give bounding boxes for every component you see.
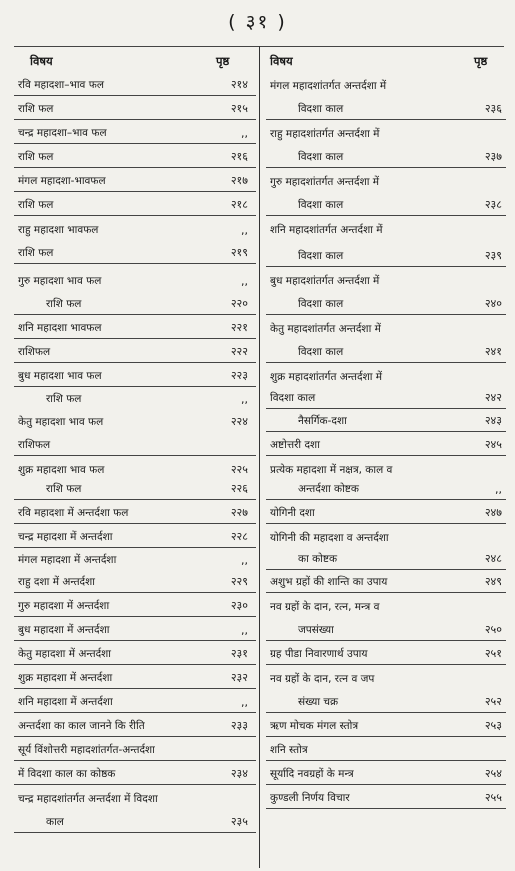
right-toc-row	[266, 144, 506, 168]
right-toc-row	[266, 500, 506, 524]
left-toc-row	[14, 809, 256, 833]
left-toc-row	[14, 570, 256, 593]
right-toc-row	[266, 570, 506, 593]
right-toc-row	[266, 387, 506, 409]
toc-topic: शुक्र महादशा भाव फल	[18, 464, 105, 476]
toc-topic: राहु महादशांतर्गत अन्तर्दशा में	[270, 128, 380, 140]
right-toc-row	[266, 524, 506, 548]
toc-page-number: ,,	[241, 127, 248, 140]
left-toc-row	[14, 548, 256, 570]
left-toc-row	[14, 120, 256, 144]
left-toc-row	[14, 339, 256, 363]
toc-topic: बुध महादशांतर्गत अन्तर्दशा में	[270, 275, 380, 287]
left-toc-row	[14, 689, 256, 713]
toc-topic: ग्रह पीडा निवारणार्थ उपाय	[270, 648, 368, 660]
toc-page-number: २३९	[484, 249, 502, 262]
toc-topic: विदशा काल	[298, 151, 344, 163]
right-toc-row	[266, 785, 506, 809]
toc-topic: शनि महादशा भावफल	[18, 322, 102, 334]
toc-page-number: २१८	[230, 198, 248, 211]
toc-topic: गुरु महादशांतर्गत अन्तर्दशा में	[270, 176, 380, 188]
toc-page-number: २१७	[230, 174, 248, 187]
left-subject-header: विषय	[30, 54, 53, 68]
toc-page-number: २२२	[230, 345, 248, 358]
toc-page-number: २२३	[230, 369, 248, 382]
right-toc-row	[266, 713, 506, 737]
right-toc-row	[266, 761, 506, 785]
toc-topic: शनि महादशा में अन्तर्दशा	[18, 696, 113, 708]
right-toc-row	[266, 120, 506, 144]
right-toc-row	[266, 267, 506, 291]
left-toc-row	[14, 72, 256, 96]
toc-topic: चन्द्र महादशा में अन्तर्दशा	[18, 531, 113, 543]
toc-page-number: २५२	[484, 695, 502, 708]
right-toc-row	[266, 548, 506, 570]
toc-page-number: २३२	[230, 671, 248, 684]
toc-topic: राशि फल	[18, 247, 54, 259]
toc-topic: का कोष्टक	[298, 553, 338, 565]
left-toc-row	[14, 409, 256, 432]
toc-topic: राशि फल	[46, 393, 82, 405]
toc-topic: राशि फल	[46, 483, 82, 495]
toc-page-number: २५५	[484, 791, 502, 804]
toc-page-number: ,,	[241, 275, 248, 288]
right-toc-row	[266, 480, 506, 500]
toc-topic: में विदशा काल का कोष्ठक	[18, 768, 116, 780]
toc-topic: राशि फल	[46, 298, 82, 310]
left-toc-row	[14, 192, 256, 216]
left-toc-row	[14, 480, 256, 500]
toc-page-number: २४९	[484, 575, 502, 588]
toc-topic: प्रत्येक महादशा में नक्षत्र, काल व	[270, 464, 393, 476]
toc-page-number: २२१	[230, 321, 248, 334]
left-toc-row	[14, 216, 256, 240]
toc-topic: अन्तर्दशा कोष्टक	[298, 483, 359, 495]
toc-topic: केतु महादशा भाव फल	[18, 416, 104, 428]
toc-topic: राशिफल	[18, 439, 51, 451]
left-toc-row	[14, 432, 256, 456]
right-subject-header: विषय	[270, 54, 293, 68]
toc-page-number: २४०	[484, 297, 502, 310]
left-toc-row	[14, 617, 256, 641]
right-toc-row	[266, 409, 506, 432]
toc-page-number: २२९	[230, 575, 248, 588]
left-toc-row	[14, 168, 256, 192]
toc-page-number: २१४	[230, 78, 248, 91]
left-toc-row	[14, 291, 256, 315]
left-toc-row	[14, 363, 256, 387]
toc-page-number: २३७	[484, 150, 502, 163]
toc-topic: विदशा काल	[298, 199, 344, 211]
right-toc-row	[266, 72, 506, 96]
toc-page-number: २४३	[484, 414, 502, 427]
toc-page-number: २४८	[484, 552, 502, 565]
toc-page-number: २४१	[484, 345, 502, 358]
toc-topic: जपसंख्या	[298, 624, 334, 636]
left-toc-row	[14, 785, 256, 809]
toc-topic: शनि स्तोत्र	[270, 744, 308, 756]
toc-topic: योगिनी की महादशा व अन्तर्दशा	[270, 532, 389, 544]
toc-topic: काल	[46, 816, 64, 828]
toc-page-number: २२७	[230, 506, 248, 519]
toc-topic: रवि महादशा में अन्तर्दशा फल	[18, 507, 129, 519]
toc-page-number: २३१	[230, 647, 248, 660]
right-toc-row	[266, 641, 506, 665]
toc-page-number: २२८	[230, 530, 248, 543]
toc-topic: शनि महादशांतर्गत अन्तर्दशा में	[270, 224, 383, 236]
toc-topic: रवि महादशा–भाव फल	[18, 79, 104, 91]
toc-topic: राहु दशा में अन्तर्दशा	[18, 576, 95, 588]
right-toc-row	[266, 432, 506, 456]
toc-page-number: २४५	[484, 438, 502, 451]
left-toc-row	[14, 713, 256, 737]
toc-topic: अशुभ ग्रहों की शान्ति का उपाय	[270, 576, 388, 588]
toc-topic: नव ग्रहों के दान, रत्न व जप	[270, 673, 375, 685]
toc-page-number: २५१	[484, 647, 502, 660]
left-toc-row	[14, 240, 256, 264]
toc-page-number: २३३	[230, 719, 248, 732]
toc-topic: विदशा काल	[298, 103, 344, 115]
right-toc-row	[266, 689, 506, 713]
right-toc-row	[266, 291, 506, 315]
toc-topic: राशिफल	[18, 346, 51, 358]
toc-topic: विदशा काल	[270, 392, 316, 404]
right-page-header: पृष्ठ	[474, 54, 488, 68]
right-toc-row	[266, 96, 506, 120]
toc-topic: गुरु महादशा में अन्तर्दशा	[18, 600, 110, 612]
column-separator	[259, 46, 260, 868]
left-toc-row	[14, 761, 256, 785]
toc-topic: सूर्यादि नवग्रहों के मन्त्र	[270, 768, 354, 780]
toc-page-number: ,,	[495, 483, 502, 496]
right-toc-row	[266, 456, 506, 480]
left-toc-row	[14, 264, 256, 291]
left-toc-row	[14, 500, 256, 524]
toc-topic: अन्तर्दशा का काल जानने कि रीति	[18, 720, 145, 732]
toc-page-number: ,,	[241, 624, 248, 637]
toc-page-number: २२५	[230, 463, 248, 476]
toc-topic: सूर्य विंशोत्तरी महादशांतर्गत-अन्तर्दशा	[18, 744, 155, 756]
toc-page-number: २१५	[230, 102, 248, 115]
right-toc-row	[266, 665, 506, 689]
left-toc-row	[14, 387, 256, 409]
toc-page-number: ,,	[241, 224, 248, 237]
toc-topic: राहु महादशा भावफल	[18, 224, 99, 236]
toc-page-number: ,,	[241, 696, 248, 709]
page-number: ( ३१ )	[228, 11, 287, 33]
toc-topic: गुरु महादशा भाव फल	[18, 275, 102, 287]
right-toc-row	[266, 617, 506, 641]
toc-page-number: २५०	[484, 623, 502, 636]
toc-topic: केतु महादशा में अन्तर्दशा	[18, 648, 112, 660]
toc-page-number: २१९	[230, 246, 248, 259]
left-toc-row	[14, 737, 256, 761]
toc-topic: मंगल महादशा में अन्तर्दशा	[18, 554, 117, 566]
left-page-header: पृष्ठ	[216, 54, 230, 68]
toc-page-number: २३५	[230, 815, 248, 828]
right-toc-row	[266, 216, 506, 240]
toc-page-number: २३४	[230, 767, 248, 780]
left-toc-row	[14, 456, 256, 480]
toc-topic: अष्टोत्तरी दशा	[270, 439, 320, 451]
right-toc-row	[266, 363, 506, 387]
toc-topic: बुध महादशा भाव फल	[18, 370, 102, 382]
left-toc-row	[14, 144, 256, 168]
toc-topic: केतु महादशांतर्गत अन्तर्दशा में	[270, 323, 381, 335]
left-toc-row	[14, 641, 256, 665]
left-toc-row	[14, 665, 256, 689]
toc-topic: मंगल महादशांतर्गत अन्तर्दशा में	[270, 80, 387, 92]
toc-topic: संख्या चक्र	[298, 696, 339, 708]
toc-topic: नव ग्रहों के दान, रत्न, मन्त्र व	[270, 601, 380, 613]
left-toc-row	[14, 96, 256, 120]
left-toc-row	[14, 593, 256, 617]
toc-topic: शुक्र महादशांतर्गत अन्तर्दशा में	[270, 371, 383, 383]
toc-page-number: २५३	[484, 719, 502, 732]
toc-page-number: २१६	[230, 150, 248, 163]
toc-topic: मंगल महादशा-भावफल	[18, 175, 106, 187]
toc-topic: विदशा काल	[298, 250, 344, 262]
toc-page-number: २२४	[230, 415, 248, 428]
right-toc-row	[266, 339, 506, 363]
right-toc-row	[266, 315, 506, 339]
toc-topic: बुध महादशा में अन्तर्दशा	[18, 624, 110, 636]
toc-topic: राशि फल	[18, 199, 54, 211]
right-toc-row	[266, 737, 506, 761]
toc-topic: कुण्डली निर्णय विचार	[270, 792, 350, 804]
toc-topic: ऋण मोचक मंगल स्तोत्र	[270, 720, 359, 732]
toc-page-number: ,,	[241, 393, 248, 406]
left-contents-column	[14, 72, 256, 833]
toc-topic: चन्द्र महादशा–भाव फल	[18, 127, 107, 139]
toc-page-number: २२०	[230, 297, 248, 310]
toc-topic: राशि फल	[18, 151, 54, 163]
toc-topic: शुक्र महादशा में अन्तर्दशा	[18, 672, 113, 684]
right-toc-row	[266, 192, 506, 216]
toc-page-number: २३६	[484, 102, 502, 115]
toc-page-number: २४२	[484, 391, 502, 404]
toc-page-number: २५४	[484, 767, 502, 780]
toc-topic: नैसर्गिक-दशा	[298, 415, 347, 427]
right-contents-column	[266, 72, 506, 809]
toc-page-number: २३८	[484, 198, 502, 211]
toc-topic: विदशा काल	[298, 298, 344, 310]
right-toc-row	[266, 240, 506, 267]
left-toc-row	[14, 524, 256, 548]
toc-page-number: ,,	[241, 554, 248, 567]
toc-topic: चन्द्र महादशांतर्गत अन्तर्दशा में विदशा	[18, 793, 158, 805]
right-toc-row	[266, 168, 506, 192]
toc-topic: विदशा काल	[298, 346, 344, 358]
toc-topic: राशि फल	[18, 103, 54, 115]
toc-page-number: २३०	[230, 599, 248, 612]
toc-page-number: २४७	[484, 506, 502, 519]
right-toc-row	[266, 593, 506, 617]
toc-page-number: २२६	[230, 482, 248, 495]
toc-topic: योगिनी दशा	[270, 507, 315, 519]
left-toc-row	[14, 315, 256, 339]
